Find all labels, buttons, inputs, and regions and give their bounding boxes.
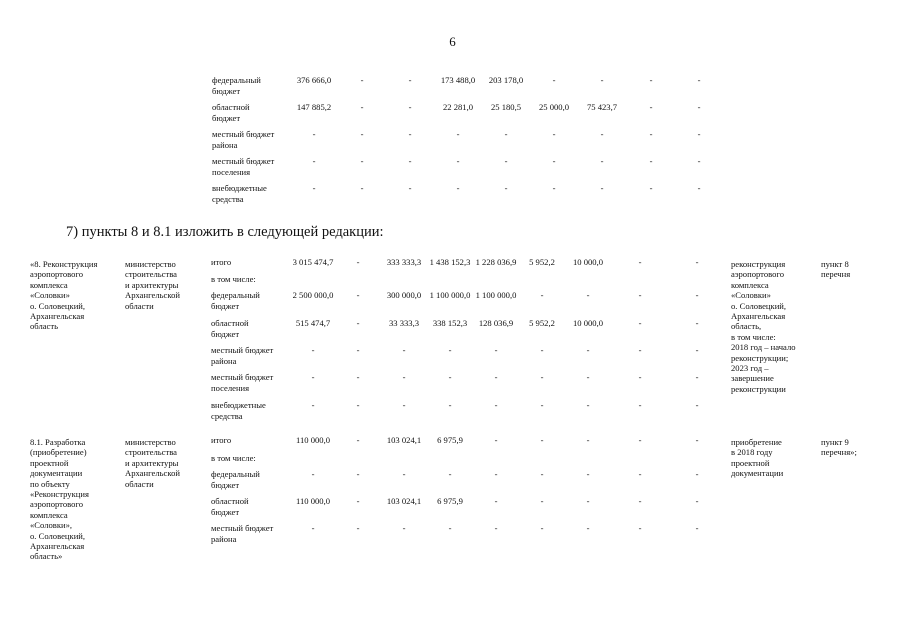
table-cell-value: 173 488,0	[440, 75, 476, 85]
table-cell-value: -	[360, 75, 364, 85]
table-cell-value: -	[586, 372, 590, 382]
row-label: внебюджетные	[212, 183, 267, 193]
table-cell-value: -	[408, 75, 412, 85]
row-label: федеральный	[212, 75, 261, 85]
table-cell-value: 33 333,3	[388, 318, 420, 328]
table-cell-value: -	[649, 129, 653, 139]
result-line: Архангельская	[731, 311, 786, 322]
table-cell-value: 128 036,9	[478, 318, 514, 328]
table-cell-value: 2 500 000,0	[292, 290, 334, 300]
row-label-continued: средства	[212, 193, 244, 204]
table-cell-value: -	[311, 400, 315, 410]
table-cell-value: -	[552, 156, 556, 166]
reference-line: перечня	[821, 269, 851, 280]
result-line: реконструкции;	[731, 352, 789, 363]
item-name-line: 8.1. Разработка	[30, 437, 86, 447]
table-cell-value: 6 975,9	[437, 435, 463, 445]
table-cell-value: 10 000,0	[572, 318, 604, 328]
table-cell-value: -	[695, 400, 699, 410]
table-cell-value: -	[697, 183, 701, 193]
table-cell-value: -	[448, 372, 452, 382]
reference-line: пункт 8	[821, 259, 849, 269]
table-cell-value: 5 952,2	[529, 318, 555, 328]
table-cell-value: -	[586, 435, 590, 445]
table-cell-value: -	[697, 102, 701, 112]
result-line: в 2018 году	[731, 447, 773, 458]
item-name-line: область»	[30, 551, 63, 562]
table-cell-value: -	[638, 435, 642, 445]
table-cell-value: 1 100 000,0	[429, 290, 471, 300]
table-cell-value: -	[697, 156, 701, 166]
item-8-1-executor	[125, 437, 205, 489]
table-cell-value: -	[695, 345, 699, 355]
table-cell-value: -	[311, 372, 315, 382]
row-label: в том числе:	[211, 274, 256, 284]
row-label-continued: бюджет	[212, 112, 241, 123]
result-line: 2023 год –	[731, 363, 769, 374]
result-line: о. Соловецкий,	[731, 300, 787, 311]
page-number: 6	[449, 34, 456, 49]
table-cell-value: -	[356, 469, 360, 479]
table-cell-value: -	[552, 183, 556, 193]
table-cell-value: -	[540, 400, 544, 410]
table-cell-value: -	[586, 496, 590, 506]
table-cell-value: -	[456, 129, 460, 139]
item-name-line: комплекса	[30, 509, 68, 520]
result-line: аэропортового	[731, 269, 785, 280]
table-cell-value: 75 423,7	[586, 102, 618, 112]
table-cell-value: 376 666,0	[296, 75, 332, 85]
table-cell-value: -	[356, 400, 360, 410]
table-cell-value: -	[600, 75, 604, 85]
table-cell-value: -	[697, 75, 701, 85]
row-label-continued: бюджет	[211, 479, 240, 490]
table-cell-value: -	[695, 257, 699, 267]
table-cell-value: -	[638, 318, 642, 328]
table-cell-value: -	[540, 523, 544, 533]
table-cell-value: 3 015 474,7	[292, 257, 334, 267]
item-name-line: «Соловки»,	[30, 520, 73, 531]
table-cell-value: -	[408, 129, 412, 139]
table-cell-value: -	[540, 372, 544, 382]
table-cell-value: -	[360, 183, 364, 193]
item-name-line: документации	[30, 468, 83, 479]
table-cell-value: -	[586, 523, 590, 533]
table-cell-value: -	[494, 523, 498, 533]
result-line: в том числе:	[731, 331, 776, 342]
row-label-continued: средства	[211, 410, 243, 421]
table-cell-value: -	[356, 290, 360, 300]
table-cell-value: -	[540, 435, 544, 445]
result-line: реконструкции	[731, 383, 786, 394]
table-cell-value: -	[504, 129, 508, 139]
table-cell-value: -	[408, 183, 412, 193]
result-line: «Соловки»	[731, 290, 771, 301]
result-line: приобретение	[731, 437, 782, 447]
table-cell-value: -	[540, 290, 544, 300]
table-cell-value: -	[586, 469, 590, 479]
table-cell-value: -	[311, 469, 315, 479]
table-cell-value: -	[494, 345, 498, 355]
item-name-line: проектной	[30, 457, 69, 468]
table-cell-value: -	[552, 75, 556, 85]
result-line: документации	[731, 468, 784, 479]
table-cell-value: -	[494, 372, 498, 382]
result-line: реконструкция	[731, 259, 786, 269]
table-cell-value: 6 975,9	[437, 496, 463, 506]
table-cell-value: -	[312, 129, 316, 139]
row-label-continued: района	[211, 533, 237, 544]
table-cell-value: -	[586, 345, 590, 355]
item-name-line: Архангельская	[30, 311, 85, 322]
item-name-line: Архангельская	[30, 541, 85, 552]
item-name-line: «Реконструкция	[30, 489, 89, 500]
row-label-continued: поселения	[211, 382, 250, 393]
table-cell-value: 1 438 152,3	[429, 257, 471, 267]
table-cell-value: -	[356, 496, 360, 506]
table-cell-value: 25 180,5	[490, 102, 522, 112]
reference-line: перечня»;	[821, 447, 857, 458]
result-line: проектной	[731, 457, 770, 468]
row-label: местный бюджет	[211, 523, 274, 533]
table-cell-value: 1 228 036,9	[475, 257, 517, 267]
executor-line: и архитектуры	[125, 279, 179, 290]
table-cell-value: -	[695, 435, 699, 445]
row-label: внебюджетные	[211, 400, 266, 410]
table-cell-value: -	[638, 523, 642, 533]
row-label: местный бюджет	[211, 372, 274, 382]
table-cell-value: -	[586, 400, 590, 410]
row-label: местный бюджет	[212, 156, 275, 166]
item-name-line: «Соловки»	[30, 290, 70, 301]
table-cell-value: -	[695, 496, 699, 506]
item-8-reference	[821, 259, 881, 280]
table-cell-value: 338 152,3	[432, 318, 468, 328]
row-label-continued: бюджет	[211, 506, 240, 517]
item-name-line: комплекса	[30, 279, 68, 290]
row-label: областной	[212, 102, 250, 112]
row-label-continued: поселения	[212, 166, 251, 177]
row-label: федеральный	[211, 469, 260, 479]
table-cell-value: -	[504, 156, 508, 166]
row-label: областной	[211, 496, 249, 506]
row-label-continued: бюджет	[211, 328, 240, 339]
table-cell-value: -	[638, 257, 642, 267]
table-cell-value: 147 885,2	[296, 102, 332, 112]
item-name-line: (приобретение)	[30, 447, 87, 458]
table-cell-value: -	[456, 156, 460, 166]
item-8-executor	[125, 259, 205, 311]
row-label: областной	[211, 318, 249, 328]
table-cell-value: 333 333,3	[386, 257, 422, 267]
item-8-result	[731, 259, 816, 394]
table-cell-value: -	[638, 290, 642, 300]
row-label: местный бюджет	[211, 345, 274, 355]
table-cell-value: 22 281,0	[442, 102, 474, 112]
table-cell-value: -	[494, 496, 498, 506]
table-cell-value: 5 952,2	[529, 257, 555, 267]
table-cell-value: 103 024,1	[386, 435, 422, 445]
table-cell-value: -	[649, 102, 653, 112]
row-label-continued: бюджет	[212, 85, 241, 96]
row-label: итого	[211, 435, 232, 445]
section-heading: 7) пункты 8 и 8.1 изложить в следующей редакции:	[66, 224, 384, 240]
table-cell-value: -	[312, 183, 316, 193]
table-cell-value: -	[494, 469, 498, 479]
table-cell-value: 203 178,0	[488, 75, 524, 85]
table-cell-value: -	[697, 129, 701, 139]
table-cell-value: -	[695, 318, 699, 328]
item-8-1-name	[30, 437, 120, 562]
row-label-continued: района	[211, 355, 237, 366]
row-label: итого	[211, 257, 232, 267]
table-cell-value: -	[494, 400, 498, 410]
table-cell-value: 1 100 000,0	[475, 290, 517, 300]
table-cell-value: -	[494, 435, 498, 445]
table-cell-value: -	[456, 183, 460, 193]
table-cell-value: -	[311, 345, 315, 355]
table-cell-value: -	[312, 156, 316, 166]
item-name-line: о. Соловецкий,	[30, 530, 86, 541]
item-name-line: о. Соловецкий,	[30, 300, 86, 311]
table-cell-value: -	[695, 372, 699, 382]
row-label-continued: района	[212, 139, 238, 150]
table-cell-value: -	[649, 183, 653, 193]
table-cell-value: -	[504, 183, 508, 193]
executor-line: министерство	[125, 259, 176, 269]
table-cell-value: -	[638, 345, 642, 355]
executor-line: Архангельской	[125, 290, 180, 301]
table-cell-value: -	[360, 102, 364, 112]
table-cell-value: -	[638, 496, 642, 506]
row-label: местный бюджет	[212, 129, 275, 139]
item-8-1-reference	[821, 437, 881, 458]
table-cell-value: -	[402, 345, 406, 355]
table-cell-value: -	[448, 469, 452, 479]
result-line: комплекса	[731, 279, 769, 290]
table-cell-value: -	[402, 469, 406, 479]
table-cell-value: -	[448, 345, 452, 355]
table-cell-value: -	[311, 523, 315, 533]
row-label-continued: бюджет	[211, 300, 240, 311]
executor-line: строительства	[125, 447, 177, 458]
table-cell-value: -	[540, 345, 544, 355]
result-line: завершение	[731, 373, 774, 384]
executor-line: области	[125, 478, 154, 489]
item-name-line: по объекту	[30, 478, 70, 489]
row-label: федеральный	[211, 290, 260, 300]
table-cell-value: 25 000,0	[538, 102, 570, 112]
table-cell-value: -	[586, 290, 590, 300]
table-cell-value: -	[638, 469, 642, 479]
table-cell-value: -	[402, 372, 406, 382]
table-cell-value: -	[356, 318, 360, 328]
table-cell-value: -	[638, 400, 642, 410]
result-line: 2018 год – начало	[731, 342, 796, 353]
table-cell-value: -	[695, 290, 699, 300]
table-cell-value: -	[402, 523, 406, 533]
table-cell-value: -	[600, 156, 604, 166]
reference-line: пункт 9	[821, 437, 849, 447]
item-name-line: аэропортового	[30, 499, 84, 510]
table-cell-value: -	[356, 345, 360, 355]
table-cell-value: -	[600, 129, 604, 139]
executor-line: и архитектуры	[125, 457, 179, 468]
table-cell-value: -	[360, 156, 364, 166]
table-cell-value: -	[408, 102, 412, 112]
table-cell-value: -	[356, 257, 360, 267]
executor-line: строительства	[125, 269, 177, 280]
table-cell-value: -	[695, 523, 699, 533]
table-cell-value: -	[540, 469, 544, 479]
table-cell-value: -	[356, 523, 360, 533]
item-name-line: «8. Реконструкция	[30, 259, 98, 269]
row-label: в том числе:	[211, 453, 256, 463]
executor-line: области	[125, 300, 154, 311]
table-cell-value: -	[600, 183, 604, 193]
table-cell-value: -	[638, 372, 642, 382]
item-8-name	[30, 259, 120, 332]
table-cell-value: -	[448, 400, 452, 410]
table-cell-value: -	[649, 156, 653, 166]
table-cell-value: -	[356, 372, 360, 382]
table-cell-value: 110 000,0	[295, 435, 331, 445]
executor-line: Архангельской	[125, 468, 180, 479]
table-cell-value: -	[360, 129, 364, 139]
table-cell-value: 300 000,0	[386, 290, 422, 300]
table-cell-value: -	[540, 496, 544, 506]
table-cell-value: -	[448, 523, 452, 533]
table-cell-value: 110 000,0	[295, 496, 331, 506]
table-cell-value: 10 000,0	[572, 257, 604, 267]
table-cell-value: -	[402, 400, 406, 410]
result-line: область,	[731, 321, 762, 332]
executor-line: министерство	[125, 437, 176, 447]
table-cell-value: -	[695, 469, 699, 479]
table-cell-value: -	[356, 435, 360, 445]
table-cell-value: 515 474,7	[295, 318, 331, 328]
table-cell-value: -	[649, 75, 653, 85]
table-cell-value: 103 024,1	[386, 496, 422, 506]
table-cell-value: -	[408, 156, 412, 166]
item-name-line: аэропортового	[30, 269, 84, 280]
table-cell-value: -	[552, 129, 556, 139]
item-name-line: область	[30, 321, 59, 332]
item-8-1-result	[731, 437, 816, 479]
